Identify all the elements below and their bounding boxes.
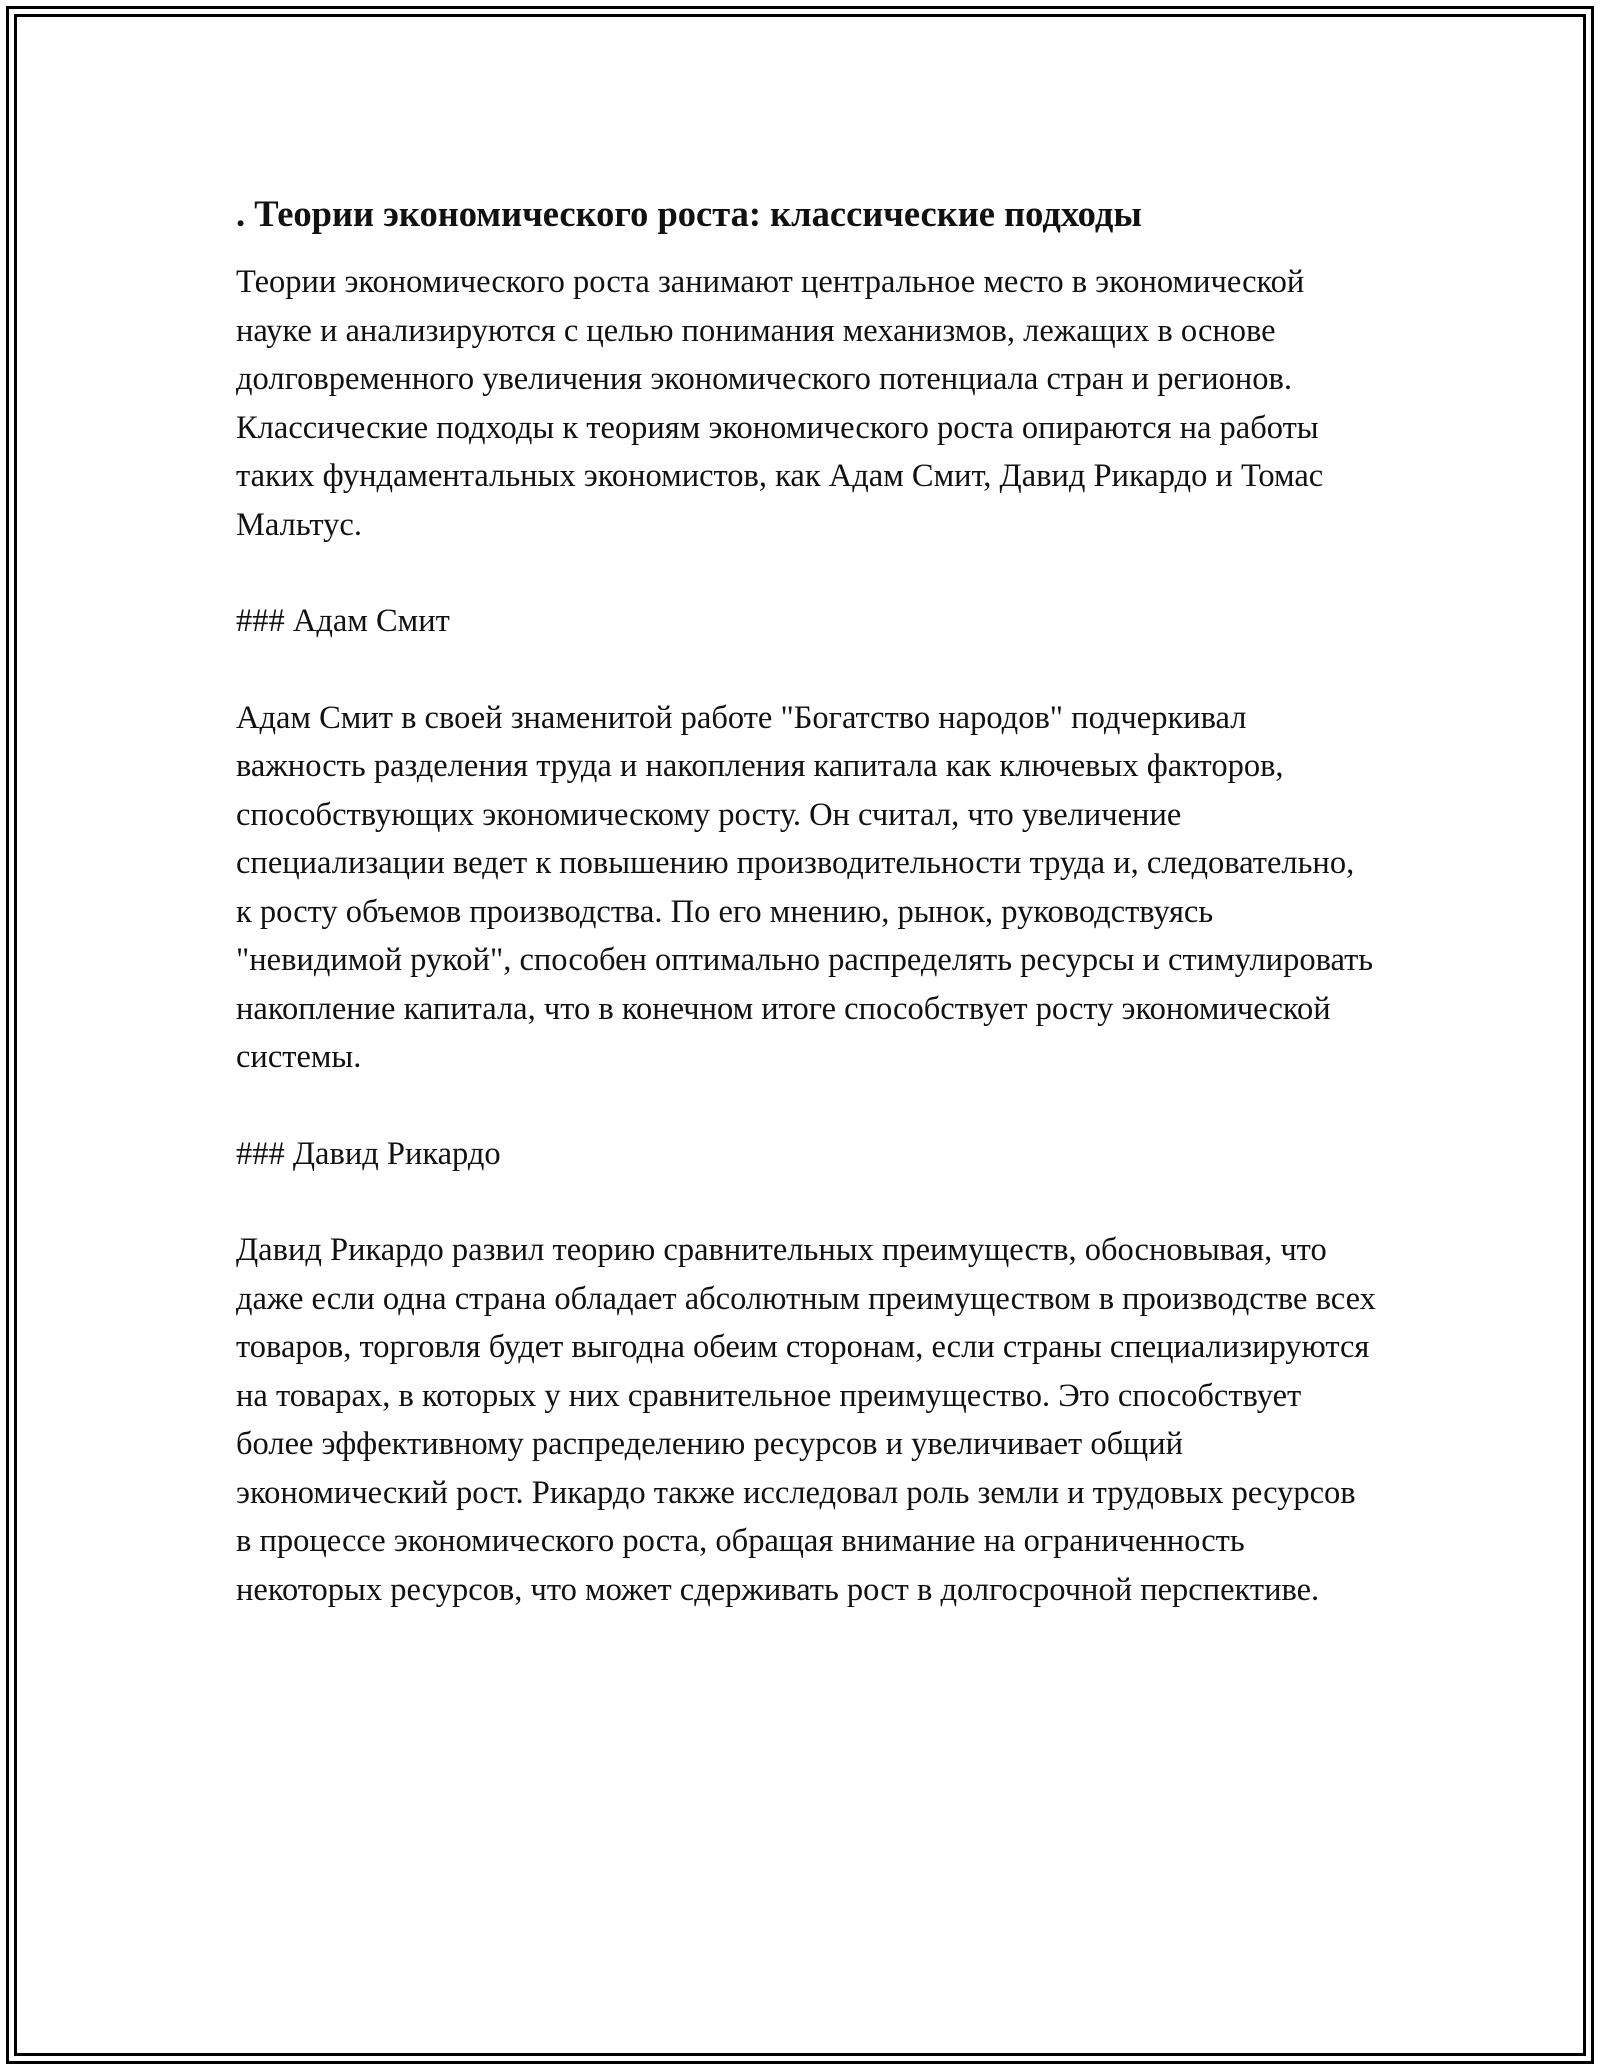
section-heading-david-ricardo: ### Давид Рикардо [236, 1135, 501, 1172]
document-title: . Теории экономического роста: классические подходы [236, 193, 1142, 234]
section-body-david-ricardo: Давид Рикардо развил теорию сравнительных преимуществ, обосновывая, что даже если одна страна обладает абсолютным преимуществом в производстве всех товаров, торговля будет выгодна обеим сторонам, если страны специализируются на товарах, в которых у них сравнительное преимущество. Это способствует более эффективному распределению ресурсов и увеличивает общий экономический рост. Рикардо также исследовал роль земли и трудовых ресурсов в процессе экономического роста, обращая внимание на ограниченность некоторых ресурсов, что может сдерживать рост в долгосрочной перспективе. [236, 1232, 1376, 1608]
intro-paragraph: Теории экономического роста занимают центральное место в экономической науке и анализируются с целью понимания механизмов, лежащих в основе долговременного увеличения экономического потенциала стран и регионов. Классические подходы к теориям экономического роста опираются на работы таких фундаментальных экономистов, как Адам Смит, Давид Рикардо и Томас Мальтус. [236, 264, 1324, 543]
document-body [236, 188, 1376, 1614]
section-body-adam-smith: Адам Смит в своей знаменитой работе "Богатство народов" подчеркивал важность разделения труда и накопления капитала как ключевых факторов, способствующих экономическому росту. Он считал, что увеличение специализации ведет к повышению производительности труда и, следовательно, к росту объемов производства. По его мнению, рынок, руководствуясь "невидимой рукой", способен оптимально распределять ресурсы и стимулировать накопление капитала, что в конечном итоге способствует росту экономической системы. [236, 699, 1374, 1075]
section-heading-adam-smith: ### Адам Смит [236, 603, 450, 639]
